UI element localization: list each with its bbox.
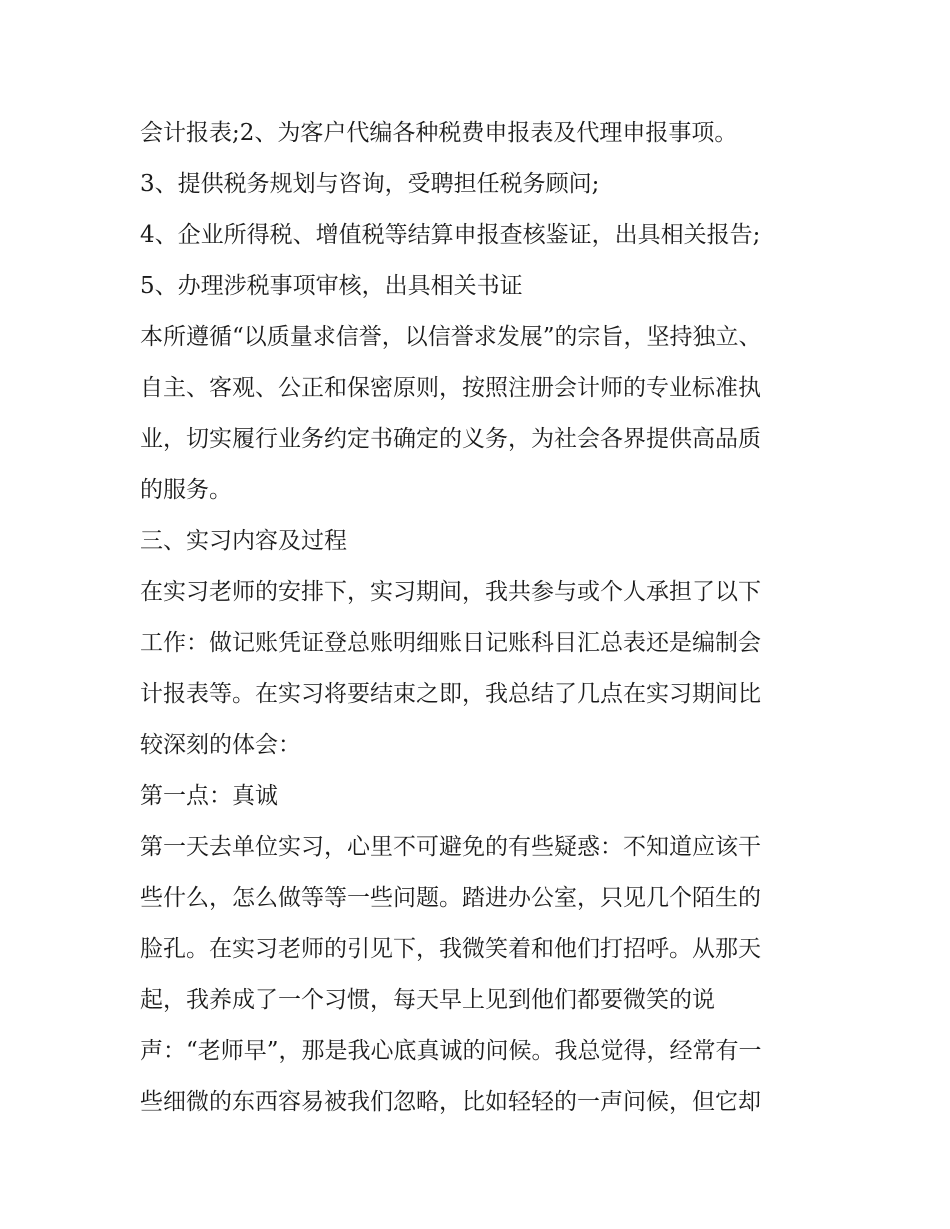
text-line: 脸孔。在实习老师的引见下，我微笑着和他们打招呼。从那天 <box>140 936 761 962</box>
text-line: 3、提供税务规划与咨询，受聘担任税务顾问; <box>140 171 600 197</box>
text-line: 在实习老师的安排下，实习期间，我共参与或个人承担了以下 <box>140 579 761 605</box>
text-line: 本所遵循“以质量求信誉，以信誉求发展”的宗旨，坚持独立、 <box>140 324 762 350</box>
text-line: 计报表等。在实习将要结束之即，我总结了几点在实习期间比 <box>140 681 761 707</box>
text-line: 声：“老师早”，那是我心底真诚的问候。我总觉得，经常有一 <box>140 1038 762 1064</box>
body-text <box>140 108 820 1128</box>
text-line: 较深刻的体会： <box>140 732 301 758</box>
section-heading: 三、实习内容及过程 <box>140 528 347 554</box>
text-line: 起，我养成了一个习惯，每天早上见到他们都要微笑的说 <box>140 987 715 1013</box>
text-line: 会计报表;2、为客户代编各种税费申报表及代理申报事项。 <box>140 120 738 146</box>
text-line: 些细微的东西容易被我们忽略，比如轻轻的一声问候，但它却 <box>140 1089 761 1115</box>
text-line: 5、办理涉税事项审核，出具相关书证 <box>140 273 523 299</box>
text-line: 4、企业所得税、增值税等结算申报查核鉴证，出具相关报告; <box>140 222 761 248</box>
text-line: 工作：做记账凭证登总账明细账日记账科目汇总表还是编制会 <box>140 630 761 656</box>
subsection-heading: 第一点：真诚 <box>140 783 278 809</box>
text-line: 些什么，怎么做等等一些问题。踏进办公室，只见几个陌生的 <box>140 885 761 911</box>
text-line: 第一天去单位实习，心里不可避免的有些疑惑：不知道应该干 <box>140 834 761 860</box>
text-line: 的服务。 <box>140 477 232 503</box>
text-line: 业，切实履行业务约定书确定的义务，为社会各界提供高品质 <box>140 426 761 452</box>
text-line: 自主、客观、公正和保密原则，按照注册会计师的专业标准执 <box>140 375 761 401</box>
